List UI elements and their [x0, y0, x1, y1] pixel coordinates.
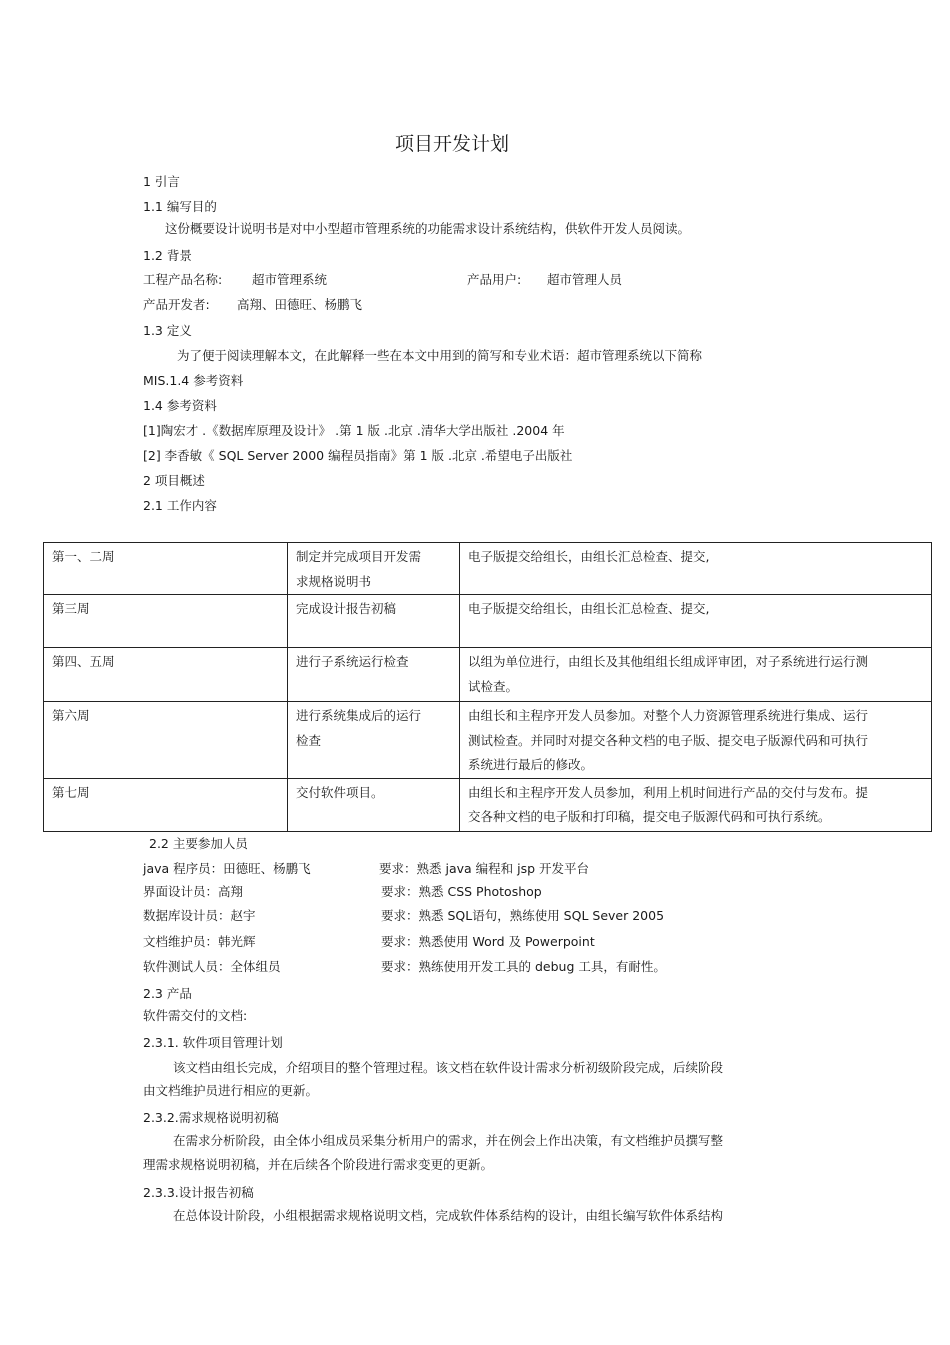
developers-label: 产品开发者: [143, 297, 210, 312]
table-row [44, 702, 932, 779]
staff-role: java 程序员：田德旺、杨鹏飞 [143, 861, 311, 876]
schedule-table [43, 542, 932, 832]
table-row [44, 543, 932, 595]
paragraph: 在总体设计阶段，小组根据需求规格说明文档，完成软件体系结构的设计，由组长编写软件体系结构 [173, 1208, 724, 1223]
section-heading: 1.3 定义 [143, 323, 192, 338]
paragraph: 在需求分析阶段，由全体小组成员采集分析用户的需求，并在例会上作出决策，有文档维护员撰写整 [173, 1133, 724, 1148]
staff-role: 界面设计员：高翔 [143, 884, 244, 899]
week-cell: 第六周 [44, 702, 288, 779]
staff-role: 文档维护员：韩光辉 [143, 934, 256, 949]
section-heading: 2.3.2.需求规格说明初稿 [143, 1110, 279, 1125]
week-cell: 第四、五周 [44, 648, 288, 702]
week-cell: 第一、二周 [44, 543, 288, 595]
desc-cell: 电子版提交给组长，由组长汇总检查、提交, [460, 595, 932, 648]
section-heading: 2.3.1. 软件项目管理计划 [143, 1035, 283, 1050]
table-row [44, 778, 932, 831]
task-cell: 进行子系统运行检查 [288, 648, 460, 702]
desc-cell: 电子版提交给组长，由组长汇总检查、提交, [460, 543, 932, 595]
section-heading: 2.2 主要参加人员 [149, 836, 248, 851]
staff-requirement: 要求：熟练使用开发工具的 debug 工具，有耐性。 [381, 959, 666, 974]
week-cell: 第七周 [44, 778, 288, 831]
product-name: 超市管理系统 [252, 272, 328, 287]
table-row [44, 648, 932, 702]
staff-requirement: 要求：熟悉 java 编程和 jsp 开发平台 [379, 861, 590, 876]
product-user: 超市管理人员 [547, 272, 623, 287]
paragraph: 由文档维护员进行相应的更新。 [143, 1083, 319, 1098]
task-cell: 完成设计报告初稿 [288, 595, 460, 648]
paragraph: 为了便于阅读理解本文，在此解释一些在本文中用到的简写和专业术语：超市管理系统以下简称 [177, 348, 703, 363]
paragraph: 该文档由组长完成，介绍项目的整个管理过程。该文档在软件设计需求分析初级阶段完成，后续阶段 [173, 1060, 724, 1075]
section-heading: 2.3 产品 [143, 986, 192, 1001]
paragraph: 软件需交付的文档: [143, 1008, 248, 1023]
page-title: 项目开发计划 [394, 133, 509, 155]
section-heading: 1.2 背景 [143, 248, 192, 263]
paragraph: 理需求规格说明初稿，并在后续各个阶段进行需求变更的更新。 [143, 1157, 494, 1172]
section-heading: 1 引言 [143, 174, 180, 189]
staff-role: 软件测试人员：全体组员 [143, 959, 281, 974]
desc-cell: 以组为单位进行，由组长及其他组组长组成评审团，对子系统进行运行测 试检查。 [460, 648, 932, 702]
product-user-label: 产品用户: [467, 272, 522, 287]
desc-cell: 由组长和主程序开发人员参加，利用上机时间进行产品的交付与发布。提 交各种文档的电子版和打印稿，提交电子版源代码和可执行系统。 [460, 778, 932, 831]
developers: 高翔、田德旺、杨鹏飞 [237, 297, 363, 312]
paragraph: 这份概要设计说明书是对中小型超市管理系统的功能需求设计系统结构，供软件开发人员阅读。 [165, 221, 691, 236]
staff-requirement: 要求：熟悉使用 Word 及 Powerpoint [381, 934, 595, 949]
staff-requirement: 要求：熟悉 SQL语句，熟练使用 SQL Sever 2005 [381, 908, 665, 923]
product-name-label: 工程产品名称: [143, 272, 223, 287]
section-heading: 1.1 编写目的 [143, 199, 217, 214]
section-heading: 2 项目概述 [143, 473, 205, 488]
desc-cell: 由组长和主程序开发人员参加。对整个人力资源管理系统进行集成、运行 测试检查。并同时对提交各种文档的电子版、提交电子版源代码和可执行 系统进行最后的修改。 [460, 702, 932, 779]
task-cell: 交付软件项目。 [288, 778, 460, 831]
reference-item: [1]陶宏才 .《数据库原理及设计》 .第 1 版 .北京 .清华大学出版社 .2004 年 [143, 423, 565, 438]
section-heading: 2.1 工作内容 [143, 498, 217, 513]
paragraph: MIS.1.4 参考资料 [143, 373, 244, 388]
section-heading: 1.4 参考资料 [143, 398, 217, 413]
week-cell: 第三周 [44, 595, 288, 648]
reference-item: [2] 李香敏《 SQL Server 2000 编程员指南》第 1 版 .北京 .希望电子出版社 [143, 448, 573, 463]
section-heading: 2.3.3.设计报告初稿 [143, 1185, 254, 1200]
staff-role: 数据库设计员：赵宇 [143, 908, 256, 923]
table-row [44, 595, 932, 648]
staff-requirement: 要求：熟悉 CSS Photoshop [381, 884, 542, 899]
task-cell: 进行系统集成后的运行 检查 [288, 702, 460, 779]
task-cell: 制定并完成项目开发需 求规格说明书 [288, 543, 460, 595]
